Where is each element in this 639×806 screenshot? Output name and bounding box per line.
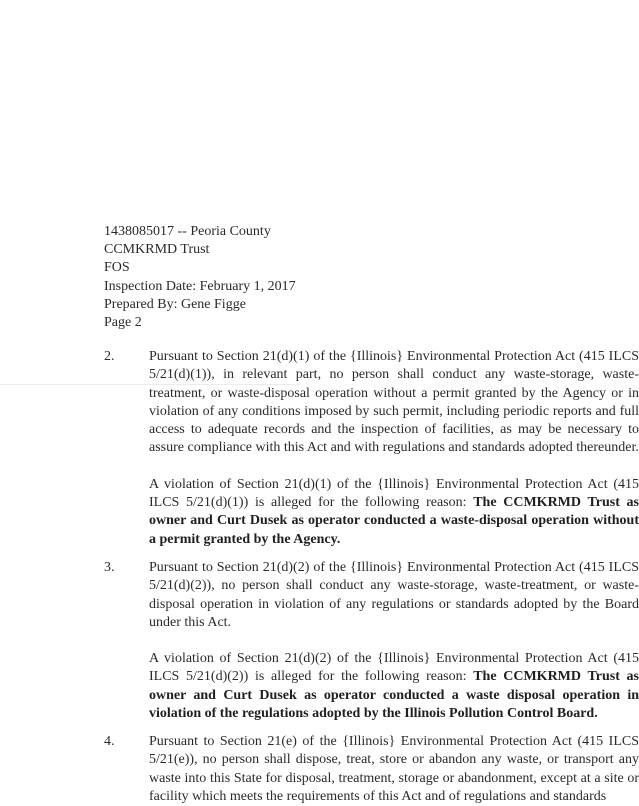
header-owner-line: CCMKRMD Trust xyxy=(104,242,210,258)
item-body xyxy=(149,559,639,723)
item-number: 4. xyxy=(104,734,115,749)
document-header xyxy=(104,223,296,332)
item-number: 2. xyxy=(104,349,115,364)
item-number: 3. xyxy=(104,560,115,575)
header-inspection-date: Inspection Date: February 1, 2017 xyxy=(104,278,296,294)
header-case-line: 1438085017 -- Peoria County xyxy=(104,224,271,239)
violation-reason: The CCMKRMD Trust as owner and xyxy=(149,495,639,529)
header-type-line: FOS xyxy=(104,260,130,276)
item-paragraph-violation: A violation of Section 21(d)(1) of the {Illinois} Environmental Protection Act (415 ILCS 5/21(d)(1)) is alleged for the following reason: The CCMKRMD Trust as owner and Curt Dusek as operator conducted a waste-disposal operation without a permit granted by the Agency. xyxy=(149,476,639,547)
item-body xyxy=(149,348,639,549)
item-paragraph-statute: Pursuant to Section 21(d)(1) of the {Illinois} Environmental Protection Act (415 ILCS 5/21(d)(1)), in relevant part, no person shall conduct any waste-storage, waste-treatment, or waste-disposal operation without a permit granted by the Agency or in violation of any conditions imposed by such permit, including periodic reports and full access to adequate records and the inspection of facilities, as may be necessary to assure compliance with this Act and with regulations and standards adopted thereunder. xyxy=(149,349,639,456)
header-prepared-by: Prepared By: Gene Figge xyxy=(104,296,246,312)
item-paragraph-statute: Pursuant to Section 21(d)(2) of the {Illinois} Environmental Protection Act (415 ILCS 5/21(d)(2)), no person shall conduct any waste-storage, waste-treatment, or waste- disposal operation in violation of any regulations or standards adopted by the Board under this Act. xyxy=(149,560,639,630)
header-page-number: Page 2 xyxy=(104,315,142,331)
item-body xyxy=(149,733,639,806)
item-paragraph-violation: A violation of Section 21(d)(2) of the {Illinois} Environmental Protection Act (415 ILCS 5/21(d)(2)) is alleged for the following reason: The CCMKRMD Trust as owner and Curt Dusek as operator conducted a waste disposal operation in violation of the regulations adopted by the Illinois Pollution Control Board. xyxy=(149,651,639,722)
item-paragraph-statute: Pursuant to Section 21(e) of the {Illinois} Environmental Protection Act (415 ILCS 5/21(e)), no person shall dispose, treat, store or abandon any waste, or transport any waste into this State for disposal, treatment, storage or abandonment, except at a site or facility which meets the requirements of this Act and of regulations and standards xyxy=(149,734,639,804)
violation-reason: The CCMKRMD Trust as owner and xyxy=(149,669,639,703)
